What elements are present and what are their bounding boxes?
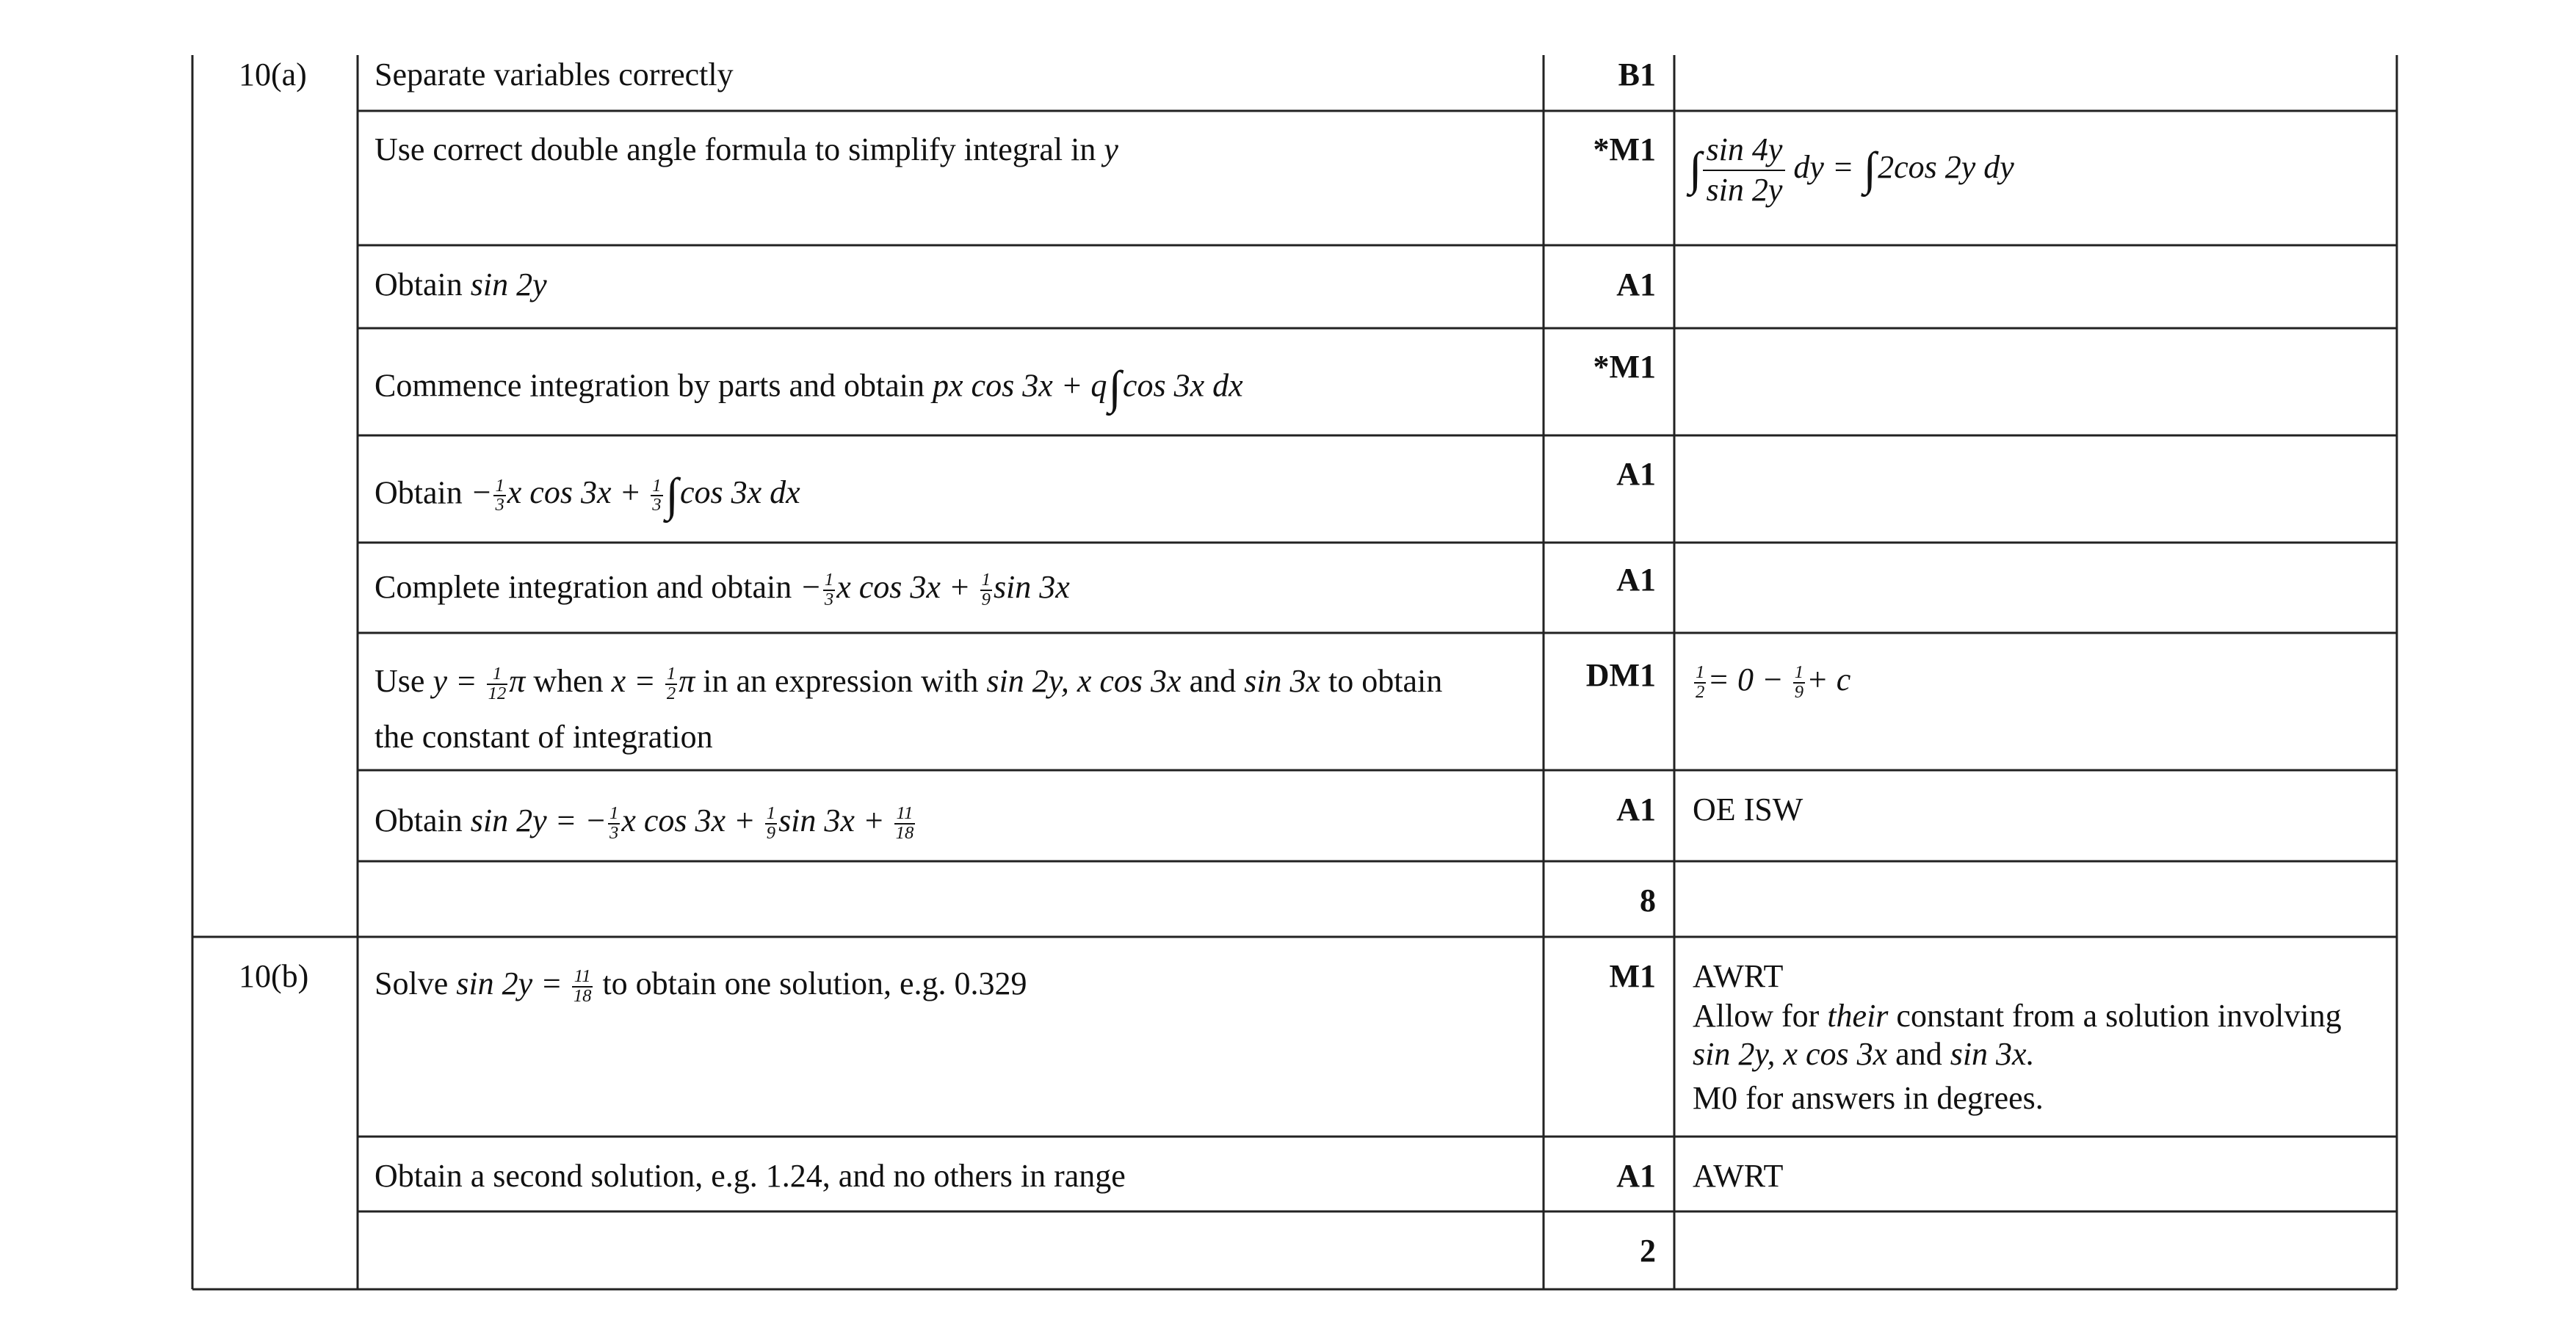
question-label-10b: 10(b) [239,958,309,994]
mark-row-2: *M1 [1593,131,1656,167]
guidance-row-10-line-1: AWRT [1693,958,1784,994]
mark-row-3: A1 [1616,267,1656,302]
answer-row-1: Separate variables correctly [375,57,734,93]
guidance-row-10-line-3: sin 2y, x cos 3x and sin 3x. [1693,1036,2035,1072]
mark-row-4: *M1 [1593,349,1656,385]
answer-row-11: Obtain a second solution, e.g. 1.24, and no others in range [375,1158,1126,1194]
total-mark-10a: 8 [1640,883,1656,918]
guidance-row-2: ∫ $\frac{\sin 4y}{\sin 2y}$ dy = ∫2cos 2y dy [1689,131,2014,208]
answer-row-4: Commence integration by parts and obtain px cos 3x + q∫cos 3x dx [375,361,1243,413]
guidance-row-7: $\frac{1}{2}$ = 0 − $\frac{1}{9}$ + c [1696,662,1851,702]
mark-row-1: B1 [1618,57,1656,93]
answer-row-5: Obtain − $\frac{1}{3}$ x cos 3x + $\frac{1}{3}$ ∫cos 3x dx [375,468,800,521]
guidance-row-10-line-2: Allow for their constant from a solution involving [1693,998,2342,1034]
answer-row-7-line-1: Use y = $\frac{1}{12}$ π when x = $\frac{1}{2}$ π in an expression with sin 2y, x cos 3x and sin 3x to obtain [375,663,1443,703]
mark-row-5: A1 [1616,456,1656,492]
guidance-row-8: OE ISW [1693,791,1803,827]
question-label-10a: 10(a) [239,57,307,93]
mark-row-11: A1 [1616,1158,1656,1194]
answer-row-7-line-2: the constant of integration [375,719,713,755]
answer-row-8: Obtain sin 2y = − $\frac{1}{3}$ x cos 3x + $\frac{1}{9}$ sin 3x + $\frac{11}{18}$ [375,802,914,843]
mark-row-6: A1 [1616,562,1656,598]
mark-row-8: A1 [1616,791,1656,827]
answer-row-2: Use correct double angle formula to simplify integral in y [375,131,1118,167]
mark-row-7: DM1 [1585,657,1656,693]
answer-row-6: Complete integration and obtain − $\frac{1}{3}$ x cos 3x + $\frac{1}{9}$ sin 3x [375,569,1070,609]
total-mark-10b: 2 [1640,1233,1656,1269]
mark-row-10: M1 [1609,958,1656,994]
answer-row-10: Solve sin 2y = $\frac{11}{18}$ to obtain one solution, e.g. 0.329 [375,965,1027,1006]
guidance-row-10-line-4: M0 for answers in degrees. [1693,1080,2044,1116]
answer-row-3: Obtain sin 2y [375,267,547,302]
guidance-row-11: AWRT [1693,1158,1784,1194]
